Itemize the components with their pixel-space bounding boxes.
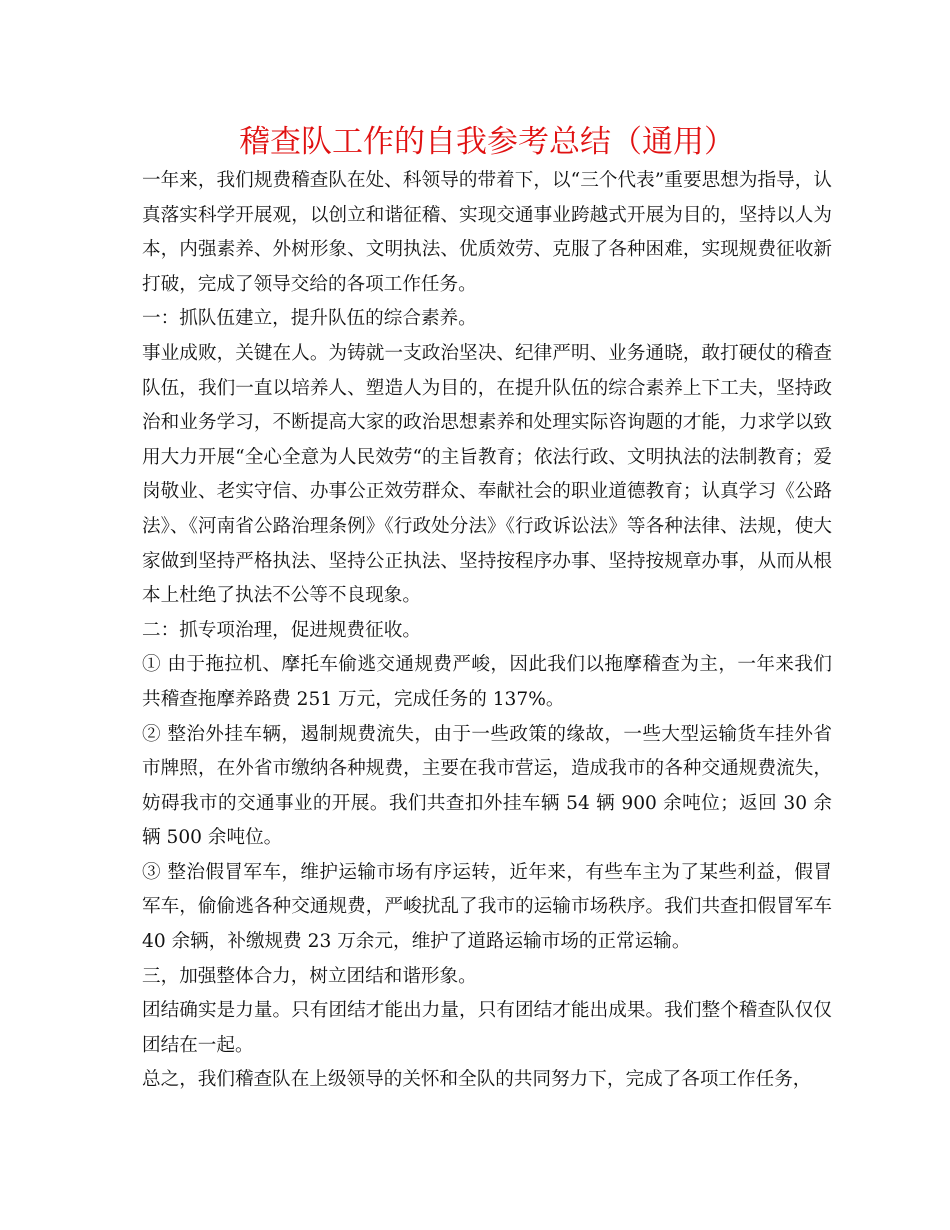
paragraph-item-1: ① 由于拖拉机、摩托车偷逃交通规费严峻，因此我们以拖摩稽查为主，一年来我们共稽查拖摩养路费 251 万元，完成任务的 137%。 xyxy=(142,654,832,710)
paragraph-team-building: 事业成败，关键在人。为铸就一支政治坚决、纪律严明、业务通晓，敢打硬仗的稽查队伍，我们一直以培养人、塑造人为目的，在提升队伍的综合素养上下工夫，坚持政治和业务学习，不断提高大家的政治思想素养和处理实际咨询题的才能，力求学以致用大力开展“全心全意为人民效劳“的主旨教育；依法行政、文明执法的法制教育；爱岗敬业、老实守信、办事公正效劳群众、奉献社会的职业道德教育；认真学习《公路法》、《河南省公路治理条例》《行政处分法》《行政诉讼法》等各种法律、法规，使大家做到坚持严格执法、坚持公正执法、坚持按程序办事、坚持按规章办事，从而从根本上杜绝了执法不公等不良现象。 xyxy=(142,342,832,607)
paragraph-item-3: ③ 整治假冒军车，维护运输市场有序运转，近年来，有些车主为了某些利益，假冒军车，偷偷逃各种交通规费，严峻扰乱了我市的运输市场秩序。我们共查扣假冒军车 40 余辆，补缴规费 23 万余元，维护了道路运输市场的正常运输。 xyxy=(142,861,832,953)
document-body xyxy=(142,164,832,1098)
section-heading-2: 二：抓专项治理，促进规费征收。 xyxy=(142,619,421,641)
paragraph-unity: 团结确实是力量。只有团结才能出力量，只有团结才能出成果。我们整个稽查队仅仅团结在一起。 xyxy=(142,1000,832,1056)
document-title: 稽查队工作的自我参考总结（通用） xyxy=(239,124,735,160)
paragraph-conclusion: 总之，我们稽查队在上级领导的关怀和全队的共同努力下，完成了各项工作任务， xyxy=(142,1069,812,1091)
section-heading-1: 一：抓队伍建立，提升队伍的综合素养。 xyxy=(142,308,477,330)
section-heading-3: 三，加强整体合力，树立团结和谐形象。 xyxy=(142,965,477,987)
document-page xyxy=(142,0,832,1230)
paragraph-intro: 一年来，我们规费稽查队在处、科领导的带着下，以“三个代表”重要思想为指导，认真落实科学开展观，以创立和谐征稽、实现交通事业跨越式开展为目的，坚持以人为本，内强素养、外树形象、文明执法、优质效劳、克服了各种困难，实现规费征收新打破，完成了领导交给的各项工作任务。 xyxy=(142,170,832,295)
paragraph-item-2: ② 整治外挂车辆，遏制规费流失，由于一些政策的缘故，一些大型运输货车挂外省市牌照，在外省市缴纳各种规费，主要在我市营运，造成我市的各种交通规费流失，妨碍我市的交通事业的开展。我们共查扣外挂车辆 54 辆 900 余吨位；返回 30 余辆 500 余吨位。 xyxy=(142,723,832,849)
